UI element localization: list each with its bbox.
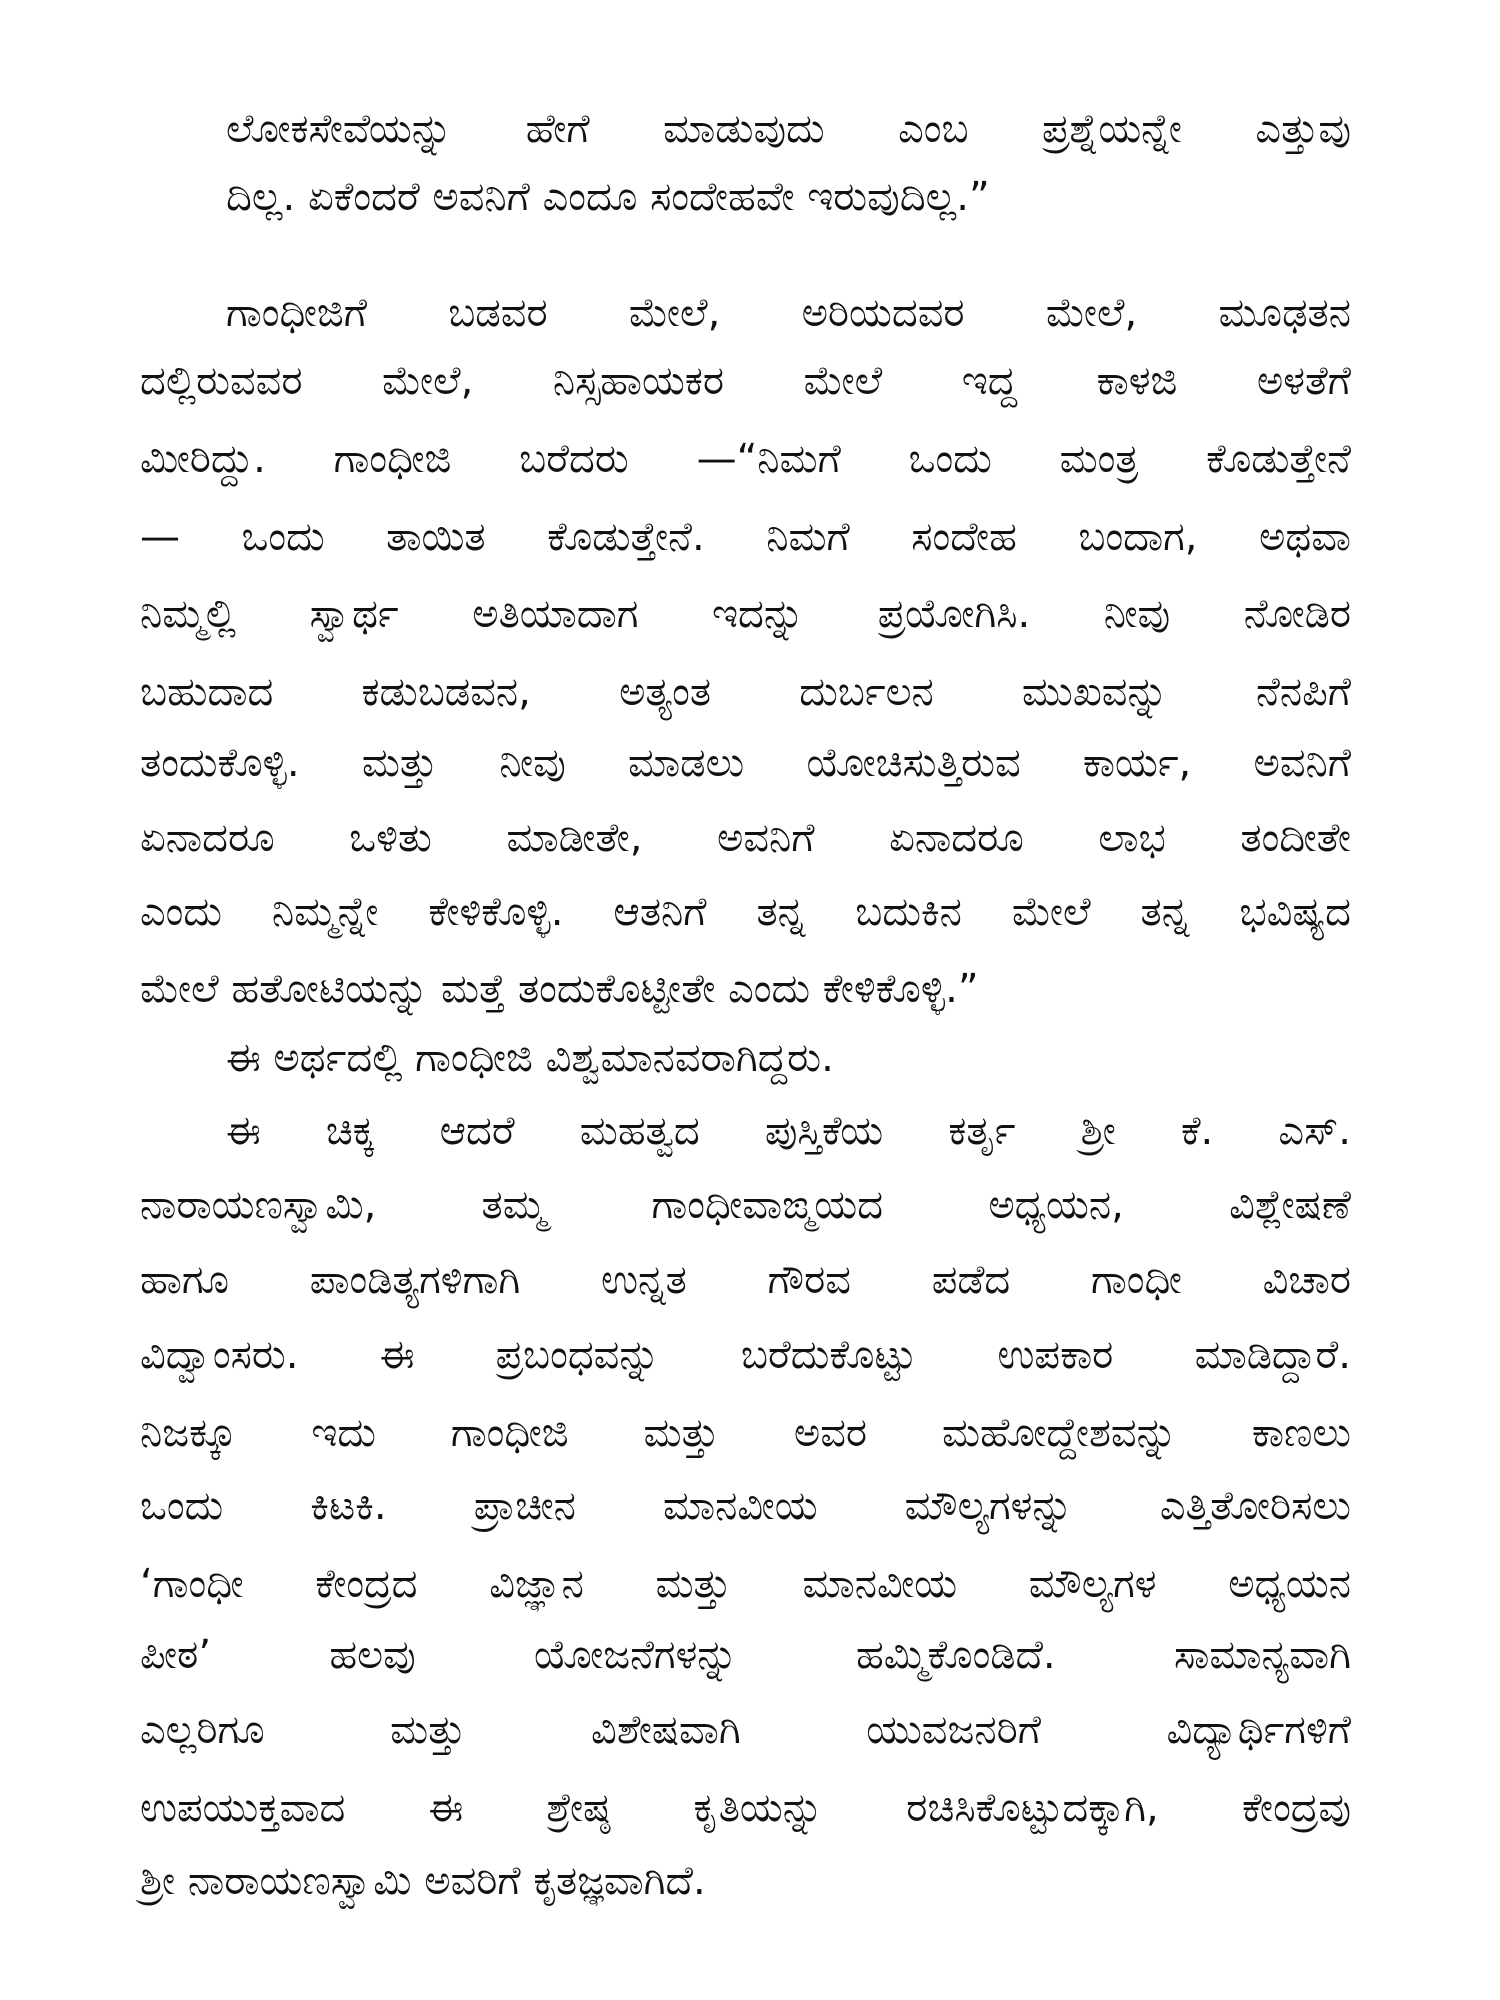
text-line: ಹಾಗೂ ಪಾಂಡಿತ್ಯಗಳಿಗಾಗಿ ಉನ್ನತ ಗೌರವ ಪಡೆದ ಗಾಂಧೀ ವಿಚಾರ <box>140 1257 1351 1303</box>
paragraph-start: ಗಾಂಧೀಜಿಗೆ ಬಡವರ ಮೇಲೆ, ಅರಿಯದವರ ಮೇಲೆ, ಮೂಢತನ <box>226 290 1351 336</box>
text-line: — ಒಂದು ತಾಯಿತ ಕೊಡುತ್ತೇನೆ. ನಿಮಗೆ ಸಂದೇಹ ಬಂದಾಗ, ಅಥವಾ <box>140 514 1351 560</box>
text-line: ನಾರಾಯಣಸ್ವಾಮಿ, ತಮ್ಮ ಗಾಂಧೀವಾಙ್ಮಯದ ಅಧ್ಯಯನ, ವಿಶ್ಲೇಷಣೆ <box>140 1182 1351 1228</box>
paragraph-start: ಈ ಚಿಕ್ಕ ಆದರೆ ಮಹತ್ವದ ಪುಸ್ತಿಕೆಯ ಕರ್ತೃ ಶ್ರೀ ಕೆ. ಎಸ್. <box>226 1108 1351 1154</box>
text-line: ನಿಮ್ಮಲ್ಲಿ ಸ್ವಾರ್ಥ ಅತಿಯಾದಾಗ ಇದನ್ನು ಪ್ರಯೋಗಿಸಿ. ನೀವು ನೋಡಿರ <box>140 591 1351 637</box>
text-line: ಎಲ್ಲರಿಗೂ ಮತ್ತು ವಿಶೇಷವಾಗಿ ಯುವಜನರಿಗೆ ವಿದ್ಯಾರ್ಥಿಗಳಿಗೆ <box>140 1707 1351 1753</box>
paragraph-start: ಈ ಅರ್ಥದಲ್ಲಿ ಗಾಂಧೀಜಿ ವಿಶ್ವಮಾನವರಾಗಿದ್ದರು. <box>226 1035 834 1081</box>
text-line: ಬಹುದಾದ ಕಡುಬಡವನ, ಅತ್ಯಂತ ದುರ್ಬಲನ ಮುಖವನ್ನು ನೆನಪಿಗೆ <box>140 669 1351 715</box>
text-line: ದಲ್ಲಿರುವವರ ಮೇಲೆ, ನಿಸ್ಸಹಾಯಕರ ಮೇಲೆ ಇದ್ದ ಕಾಳಜಿ ಅಳತೆಗೆ <box>140 358 1351 404</box>
text-line: ಏನಾದರೂ ಒಳಿತು ಮಾಡೀತೇ, ಅವನಿಗೆ ಏನಾದರೂ ಲಾಭ ತಂದೀತೇ <box>140 815 1351 861</box>
text-line: ಉಪಯುಕ್ತವಾದ ಈ ಶ್ರೇಷ್ಠ ಕೃತಿಯನ್ನು ರಚಿಸಿಕೊಟ್ಟುದಕ್ಕಾಗಿ, ಕೇಂದ್ರವು <box>140 1785 1351 1831</box>
text-line: ‘ಗಾಂಧೀ ಕೇಂದ್ರದ ವಿಜ್ಞಾನ ಮತ್ತು ಮಾನವೀಯ ಮೌಲ್ಯಗಳ ಅಧ್ಯಯನ <box>140 1561 1351 1607</box>
text-line: ಶ್ರೀ ನಾರಾಯಣಸ್ವಾಮಿ ಅವರಿಗೆ ಕೃತಜ್ಞವಾಗಿದೆ. <box>140 1858 706 1904</box>
text-line: ನಿಜಕ್ಕೂ ಇದು ಗಾಂಧೀಜಿ ಮತ್ತು ಅವರ ಮಹೋದ್ದೇಶವನ್ನು ಕಾಣಲು <box>140 1410 1351 1456</box>
text-line: ಲೋಕಸೇವೆಯನ್ನು ಹೇಗೆ ಮಾಡುವುದು ಎಂಬ ಪ್ರಶ್ನೆಯನ್ನೇ ಎತ್ತುವು <box>226 106 1351 152</box>
text-line: ತಂದುಕೊಳ್ಳಿ. ಮತ್ತು ನೀವು ಮಾಡಲು ಯೋಚಿಸುತ್ತಿರುವ ಕಾರ್ಯ, ಅವನಿಗೆ <box>140 740 1351 786</box>
text-line: ಒಂದು ಕಿಟಕಿ. ಪ್ರಾಚೀನ ಮಾನವೀಯ ಮೌಲ್ಯಗಳನ್ನು ಎತ್ತಿತೋರಿಸಲು <box>140 1483 1351 1529</box>
text-line: ಮೀರಿದ್ದು. ಗಾಂಧೀಜಿ ಬರೆದರು —“ನಿಮಗೆ ಒಂದು ಮಂತ್ರ ಕೊಡುತ್ತೇನೆ <box>140 436 1351 482</box>
text-line: ವಿದ್ವಾಂಸರು. ಈ ಪ್ರಬಂಧವನ್ನು ಬರೆದುಕೊಟ್ಟು ಉಪಕಾರ ಮಾಡಿದ್ದಾರೆ. <box>140 1332 1351 1378</box>
text-line: ಎಂದು ನಿಮ್ಮನ್ನೇ ಕೇಳಿಕೊಳ್ಳಿ. ಆತನಿಗೆ ತನ್ನ ಬದುಕಿನ ಮೇಲೆ ತನ್ನ ಭವಿಷ್ಯದ <box>140 889 1351 935</box>
text-line: ಮೇಲೆ ಹತೋಟಿಯನ್ನು ಮತ್ತೆ ತಂದುಕೊಟ್ಟೀತೇ ಎಂದು ಕೇಳಿಕೊಳ್ಳಿ.” <box>140 966 979 1012</box>
text-line: ದಿಲ್ಲ. ಏಕೆಂದರೆ ಅವನಿಗೆ ಎಂದೂ ಸಂದೇಹವೇ ಇರುವುದಿಲ್ಲ.” <box>226 174 990 220</box>
text-line: ಪೀಠ’ ಹಲವು ಯೋಜನೆಗಳನ್ನು ಹಮ್ಮಿಕೊಂಡಿದೆ. ಸಾಮಾನ್ಯವಾಗಿ <box>140 1632 1351 1678</box>
